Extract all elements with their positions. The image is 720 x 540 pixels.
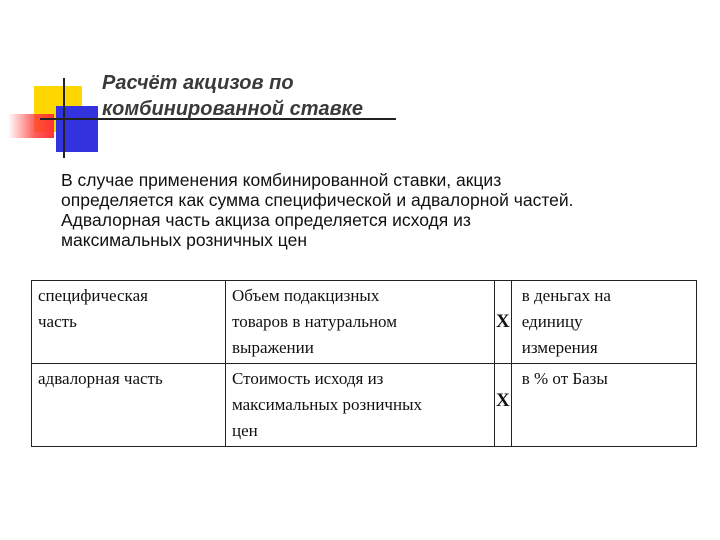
cell-text: максимальных розничных (232, 395, 422, 414)
cell-operator (495, 364, 512, 447)
body-line: В случае применения комбинированной ставки, акциз (61, 170, 502, 190)
cell-base (226, 364, 495, 447)
cell-text: адвалорная часть (38, 369, 163, 388)
body-line: максимальных розничных цен (61, 230, 308, 250)
cell-rate (511, 281, 696, 364)
cell-base (226, 281, 495, 364)
cell-text: в деньгах на (521, 286, 611, 305)
slide-title-line-2: комбинированной ставке (102, 98, 363, 120)
cell-rate (511, 364, 696, 447)
excise-calculation-table (31, 280, 697, 447)
cell-part (32, 364, 226, 447)
cell-text: товаров в натуральном (232, 312, 397, 331)
cell-text: в % от Базы (521, 369, 608, 388)
slide-title-line-1: Расчёт акцизов по (102, 72, 294, 94)
cell-part (32, 281, 226, 364)
cell-text: единицу (521, 312, 583, 331)
slide-body-text (61, 170, 711, 250)
cell-text: специфическая (38, 286, 148, 305)
cell-text: измерения (521, 338, 598, 357)
cell-text: Стоимость исходя из (232, 369, 384, 388)
slide-title (102, 70, 363, 122)
table-row-ad-valorem (32, 364, 697, 447)
body-line: определяется как сумма специфической и адвалорной частей. (61, 190, 574, 210)
cell-text: Объем подакцизных (232, 286, 380, 305)
body-line: Адвалорная часть акциза определяется исходя из (61, 210, 471, 230)
cell-operator (495, 281, 512, 364)
cell-text: выражении (232, 338, 314, 357)
table-row-specific (32, 281, 697, 364)
multiply-sign: Х (496, 311, 510, 332)
multiply-sign: Х (496, 390, 510, 411)
cell-text: часть (38, 312, 77, 331)
cell-text: цен (232, 421, 258, 440)
